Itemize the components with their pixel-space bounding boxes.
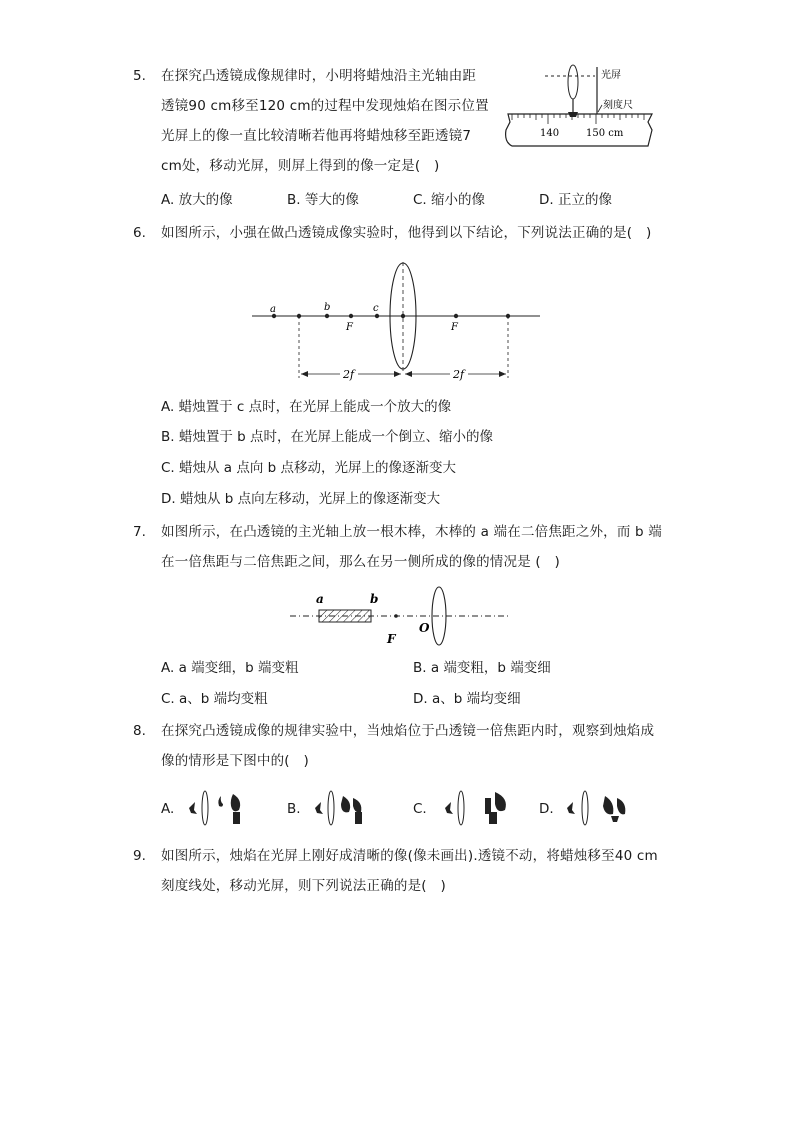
q6-option-c[interactable]: C. 蜡烛从 a 点向 b 点移动，光屏上的像逐渐变大 — [161, 460, 457, 476]
q5-tick-140: 140 — [540, 128, 560, 139]
q7-label-a: a — [316, 592, 324, 606]
q6-number: 6. — [133, 225, 146, 241]
q8-option-c[interactable]: C. — [413, 801, 427, 817]
q5-option-c[interactable]: C. 缩小的像 — [413, 192, 486, 208]
q6-label-a: a — [270, 304, 276, 315]
q5-option-a[interactable]: A. 放大的像 — [161, 192, 233, 208]
q7-option-c[interactable]: C. a、b 端均变粗 — [161, 691, 268, 707]
q8-line-2: 像的情形是下图中的( ) — [161, 753, 309, 769]
q8-option-b-image[interactable] — [309, 788, 374, 828]
q7-line-2: 在一倍焦距与二倍焦距之间，那么在另一侧所成的像的情况是 ( ) — [161, 554, 561, 570]
q6-option-a[interactable]: A. 蜡烛置于 c 点时，在光屏上能成一个放大的像 — [161, 399, 452, 415]
q6-label-F-right: F — [451, 322, 458, 333]
q7-option-a[interactable]: A. a 端变细，b 端变粗 — [161, 660, 299, 676]
q7-line-1: 如图所示，在凸透镜的主光轴上放一根木棒，木棒的 a 端在二倍焦距之外，而 b 端 — [161, 524, 663, 540]
q8-number: 8. — [133, 723, 146, 739]
q6-label-2f-left: 2f — [343, 368, 355, 381]
q7-label-F: F — [387, 632, 396, 646]
q6-figure-lens-diagram — [250, 260, 545, 385]
q8-option-d-image[interactable] — [561, 788, 646, 828]
q5-ruler-label: 刻度尺 — [603, 100, 633, 111]
q5-number: 5. — [133, 68, 146, 84]
q7-option-d[interactable]: D. a、b 端均变细 — [413, 691, 521, 707]
q5-screen-label: 光屏 — [601, 70, 621, 81]
q6-label-c: c — [373, 303, 379, 314]
q8-line-1: 在探究凸透镜成像的规律实验中，当烛焰位于凸透镜一倍焦距内时，观察到烛焰成 — [161, 723, 655, 739]
q8-option-a-image[interactable] — [183, 788, 248, 828]
q7-label-b: b — [370, 592, 379, 606]
q9-line-1: 如图所示，烛焰在光屏上刚好成清晰的像(像未画出).透镜不动，将蜡烛移至40 cm — [161, 848, 658, 864]
q6-label-F-left: F — [346, 322, 353, 333]
q5-line-4: cm处，移动光屏，则屏上得到的像一定是( ) — [161, 158, 440, 174]
q8-option-d[interactable]: D. — [539, 801, 554, 817]
q5-figure-ruler — [500, 62, 660, 157]
q6-label-b: b — [324, 302, 331, 313]
q5-line-3: 光屏上的像一直比较清晰若他再将蜡烛移至距透镜7 — [161, 128, 472, 144]
q6-option-b[interactable]: B. 蜡烛置于 b 点时，在光屏上能成一个倒立、缩小的像 — [161, 429, 493, 445]
q8-option-a[interactable]: A. — [161, 801, 175, 817]
q5-line-2: 透镜90 cm移至120 cm的过程中发现烛焰在图示位置 — [161, 98, 489, 114]
q8-option-c-image[interactable] — [435, 788, 520, 828]
q6-line-1: 如图所示，小强在做凸透镜成像实验时，他得到以下结论，下列说法正确的是( ) — [161, 225, 652, 241]
q7-figure-rod-lens — [288, 585, 513, 650]
q5-line-1: 在探究凸透镜成像规律时，小明将蜡烛沿主光轴由距 — [161, 68, 477, 84]
q5-option-d[interactable]: D. 正立的像 — [539, 192, 612, 208]
q7-option-b[interactable]: B. a 端变粗，b 端变细 — [413, 660, 551, 676]
q6-label-2f-right: 2f — [453, 368, 465, 381]
q5-tick-150: 150 cm — [586, 128, 624, 139]
q7-number: 7. — [133, 524, 146, 540]
q7-label-O: O — [419, 621, 430, 635]
q6-option-d[interactable]: D. 蜡烛从 b 点向左移动，光屏上的像逐渐变大 — [161, 491, 441, 507]
q9-line-2: 刻度线处，移动光屏，则下列说法正确的是( ) — [161, 878, 446, 894]
q8-option-b[interactable]: B. — [287, 801, 301, 817]
q9-number: 9. — [133, 848, 146, 864]
q5-option-b[interactable]: B. 等大的像 — [287, 192, 359, 208]
